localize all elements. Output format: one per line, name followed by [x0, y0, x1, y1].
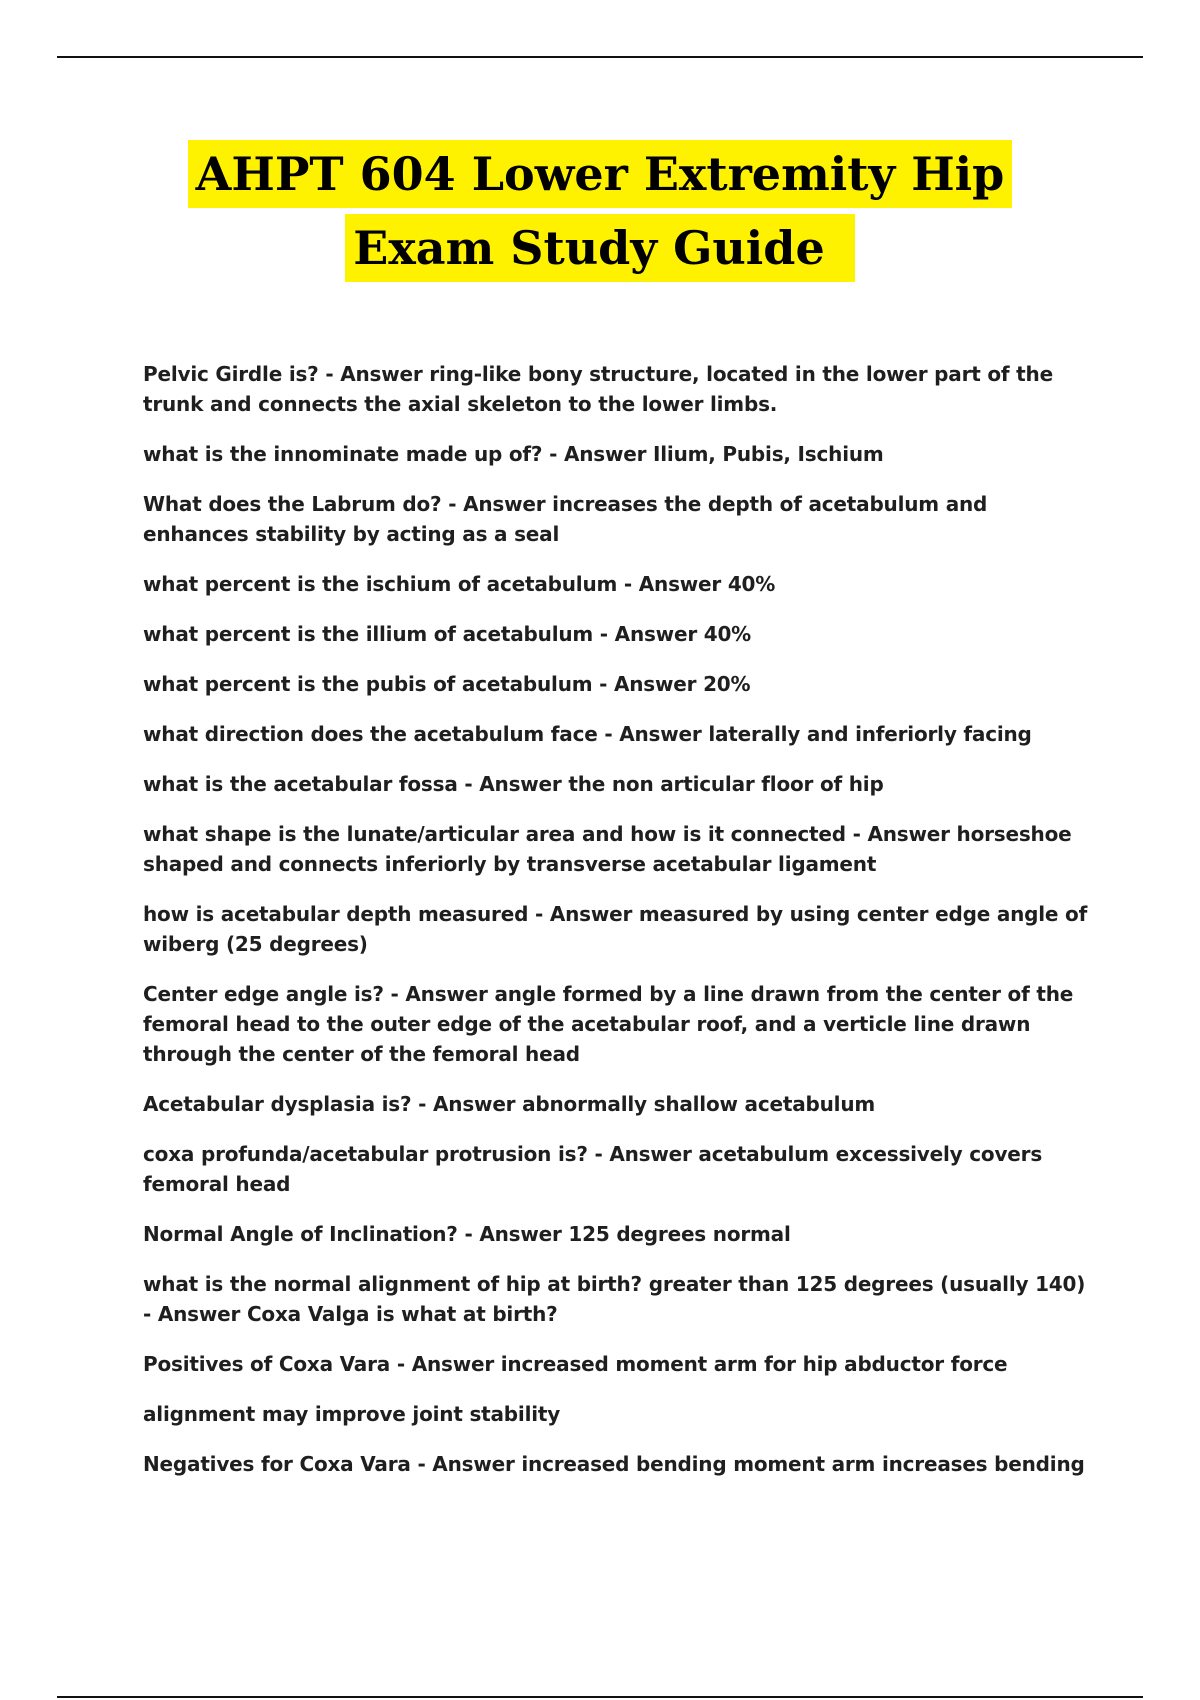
top-rule [57, 56, 1143, 58]
qa-item: what percent is the illium of acetabulum - Answer 40% [143, 622, 752, 646]
qa-item: what is the acetabular fossa - Answer the non articular floor of hip [143, 772, 884, 796]
bottom-rule [57, 1696, 1143, 1698]
document-title [0, 140, 1200, 282]
qa-item: what percent is the pubis of acetabulum - Answer 20% [143, 672, 751, 696]
qa-item: Acetabular dysplasia is? - Answer abnormally shallow acetabulum [143, 1092, 875, 1116]
qa-list [143, 359, 1093, 1499]
qa-item: what shape is the lunate/articular area and how is it connected - Answer horseshoe shaped and connects inferiorly by transverse acetabular ligament [143, 822, 1072, 876]
qa-item: Pelvic Girdle is? - Answer ring-like bony structure, located in the lower part of the trunk and connects the axial skeleton to the lower limbs. [143, 362, 1053, 416]
qa-item: alignment may improve joint stability [143, 1402, 561, 1426]
qa-item: what percent is the ischium of acetabulum - Answer 40% [143, 572, 776, 596]
qa-item: Center edge angle is? - Answer angle formed by a line drawn from the center of the femoral head to the outer edge of the acetabular roof, and a verticle line drawn through the center of the femoral head [143, 982, 1074, 1066]
title-line-1: AHPT 604 Lower Extremity Hip [188, 140, 1013, 208]
qa-item: what direction does the acetabulum face - Answer laterally and inferiorly facing [143, 722, 1032, 746]
qa-item: What does the Labrum do? - Answer increases the depth of acetabulum and enhances stability by acting as a seal [143, 492, 988, 546]
qa-item: what is the innominate made up of? - Answer Ilium, Pubis, Ischium [143, 442, 884, 466]
title-line-2: Exam Study Guide [345, 214, 854, 282]
qa-item: Positives of Coxa Vara - Answer increased moment arm for hip abductor force [143, 1352, 1008, 1376]
qa-item: Normal Angle of Inclination? - Answer 125 degrees normal [143, 1222, 791, 1246]
qa-item: how is acetabular depth measured - Answer measured by using center edge angle of wiberg (25 degrees) [143, 902, 1088, 956]
qa-item: what is the normal alignment of hip at birth? greater than 125 degrees (usually 140) - Answer Coxa Valga is what at birth? [143, 1272, 1086, 1326]
qa-item: Negatives for Coxa Vara - Answer increased bending moment arm increases bending [143, 1452, 1085, 1476]
qa-item: coxa profunda/acetabular protrusion is? - Answer acetabulum excessively covers femoral head [143, 1142, 1043, 1196]
